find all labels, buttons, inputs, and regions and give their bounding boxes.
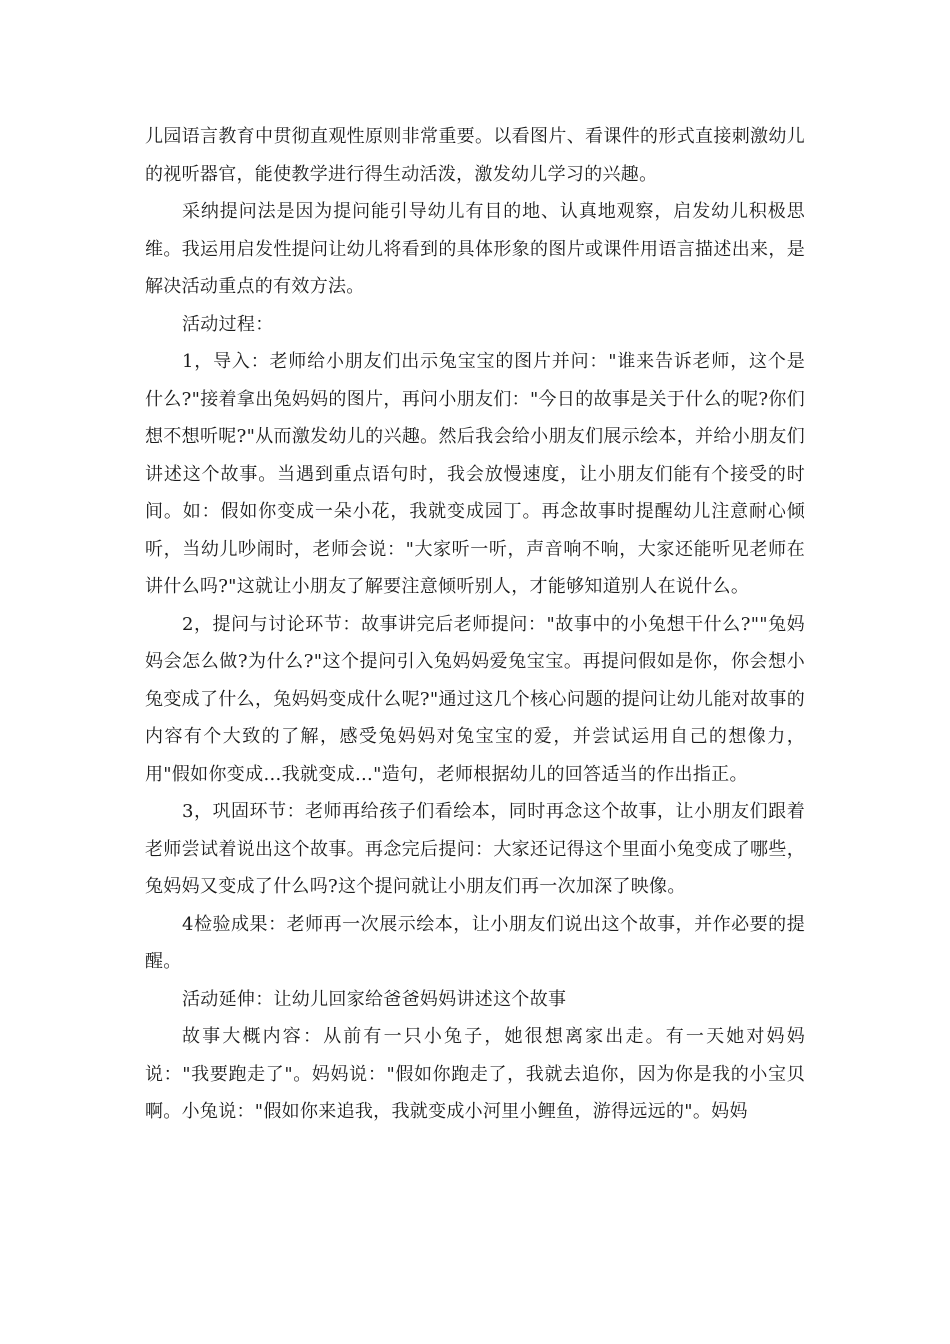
paragraph-story-summary: 故事大概内容：从前有一只小兔子，她很想离家出走。有一天她对妈妈说："我要跑走了"。妈妈说："假如你跑走了，我就去追你，因为你是我的小宝贝啊。小兔说："假如你来追我，我就变成小河里小鲤鱼，游得远远的"。妈妈 — [145, 1026, 805, 1122]
paragraph-intro-continued: 儿园语言教育中贯彻直观性原则非常重要。以看图片、看课件的形式直接刺激幼儿的视听器官，能使教学进行得生动活泼，激发幼儿学习的兴趣。 — [145, 126, 805, 185]
paragraph-step-1-introduction: 1，导入：老师给小朋友们出示兔宝宝的图片并问："谁来告诉老师，这个是什么?"接着拿出兔妈妈的图片，再问小朋友们："今日的故事是关于什么的呢?你们想不想听呢?"从而激发幼儿的兴趣。然后我会给小朋友们展示绘本，并给小朋友们讲述这个故事。当遇到重点语句时，我会放慢速度，让小朋友们能有个接受的时间。如：假如你变成一朵小花，我就变成园丁。再念故事时提醒幼儿注意耐心倾听，当幼儿吵闹时，老师会说："大家听一听，声音响不响，大家还能听见老师在讲什么吗?"这就让小朋友了解要注意倾听别人，才能够知道别人在说什么。 — [145, 351, 805, 597]
paragraph-activity-extension: 活动延伸：让幼儿回家给爸爸妈妈讲述这个故事 — [182, 988, 567, 1010]
paragraph-step-3-consolidation: 3，巩固环节：老师再给孩子们看绘本，同时再念这个故事，让小朋友们跟着老师尝试着说出这个故事。再念完后提问：大家还记得这个里面小兔变成了哪些，兔妈妈又变成了什么吗?这个提问就让小朋友们再一次加深了映像。 — [145, 801, 805, 897]
document-page — [145, 118, 805, 1131]
paragraph-step-4-assessment: 4检验成果：老师再一次展示绘本，让小朋友们说出这个故事，并作必要的提醒。 — [145, 913, 805, 972]
heading-activity-process: 活动过程： — [182, 313, 274, 335]
paragraph-questioning-method: 采纳提问法是因为提问能引导幼儿有目的地、认真地观察，启发幼儿积极思维。我运用启发性提问让幼儿将看到的具体形象的图片或课件用语言描述出来，是解决活动重点的有效方法。 — [145, 201, 805, 297]
paragraph-step-2-discussion: 2，提问与讨论环节：故事讲完后老师提问："故事中的小兔想干什么?""兔妈妈会怎么做?为什么?"这个提问引入兔妈妈爱兔宝宝。再提问假如是你，你会想小兔变成了什么，兔妈妈变成什么呢?"通过这几个核心问题的提问让幼儿能对故事的内容有个大致的了解，感受兔妈妈对兔宝宝的爱，并尝试运用自己的想像力，用"假如你变成…我就变成…"造句，老师根据幼儿的回答适当的作出指正。 — [145, 613, 805, 785]
